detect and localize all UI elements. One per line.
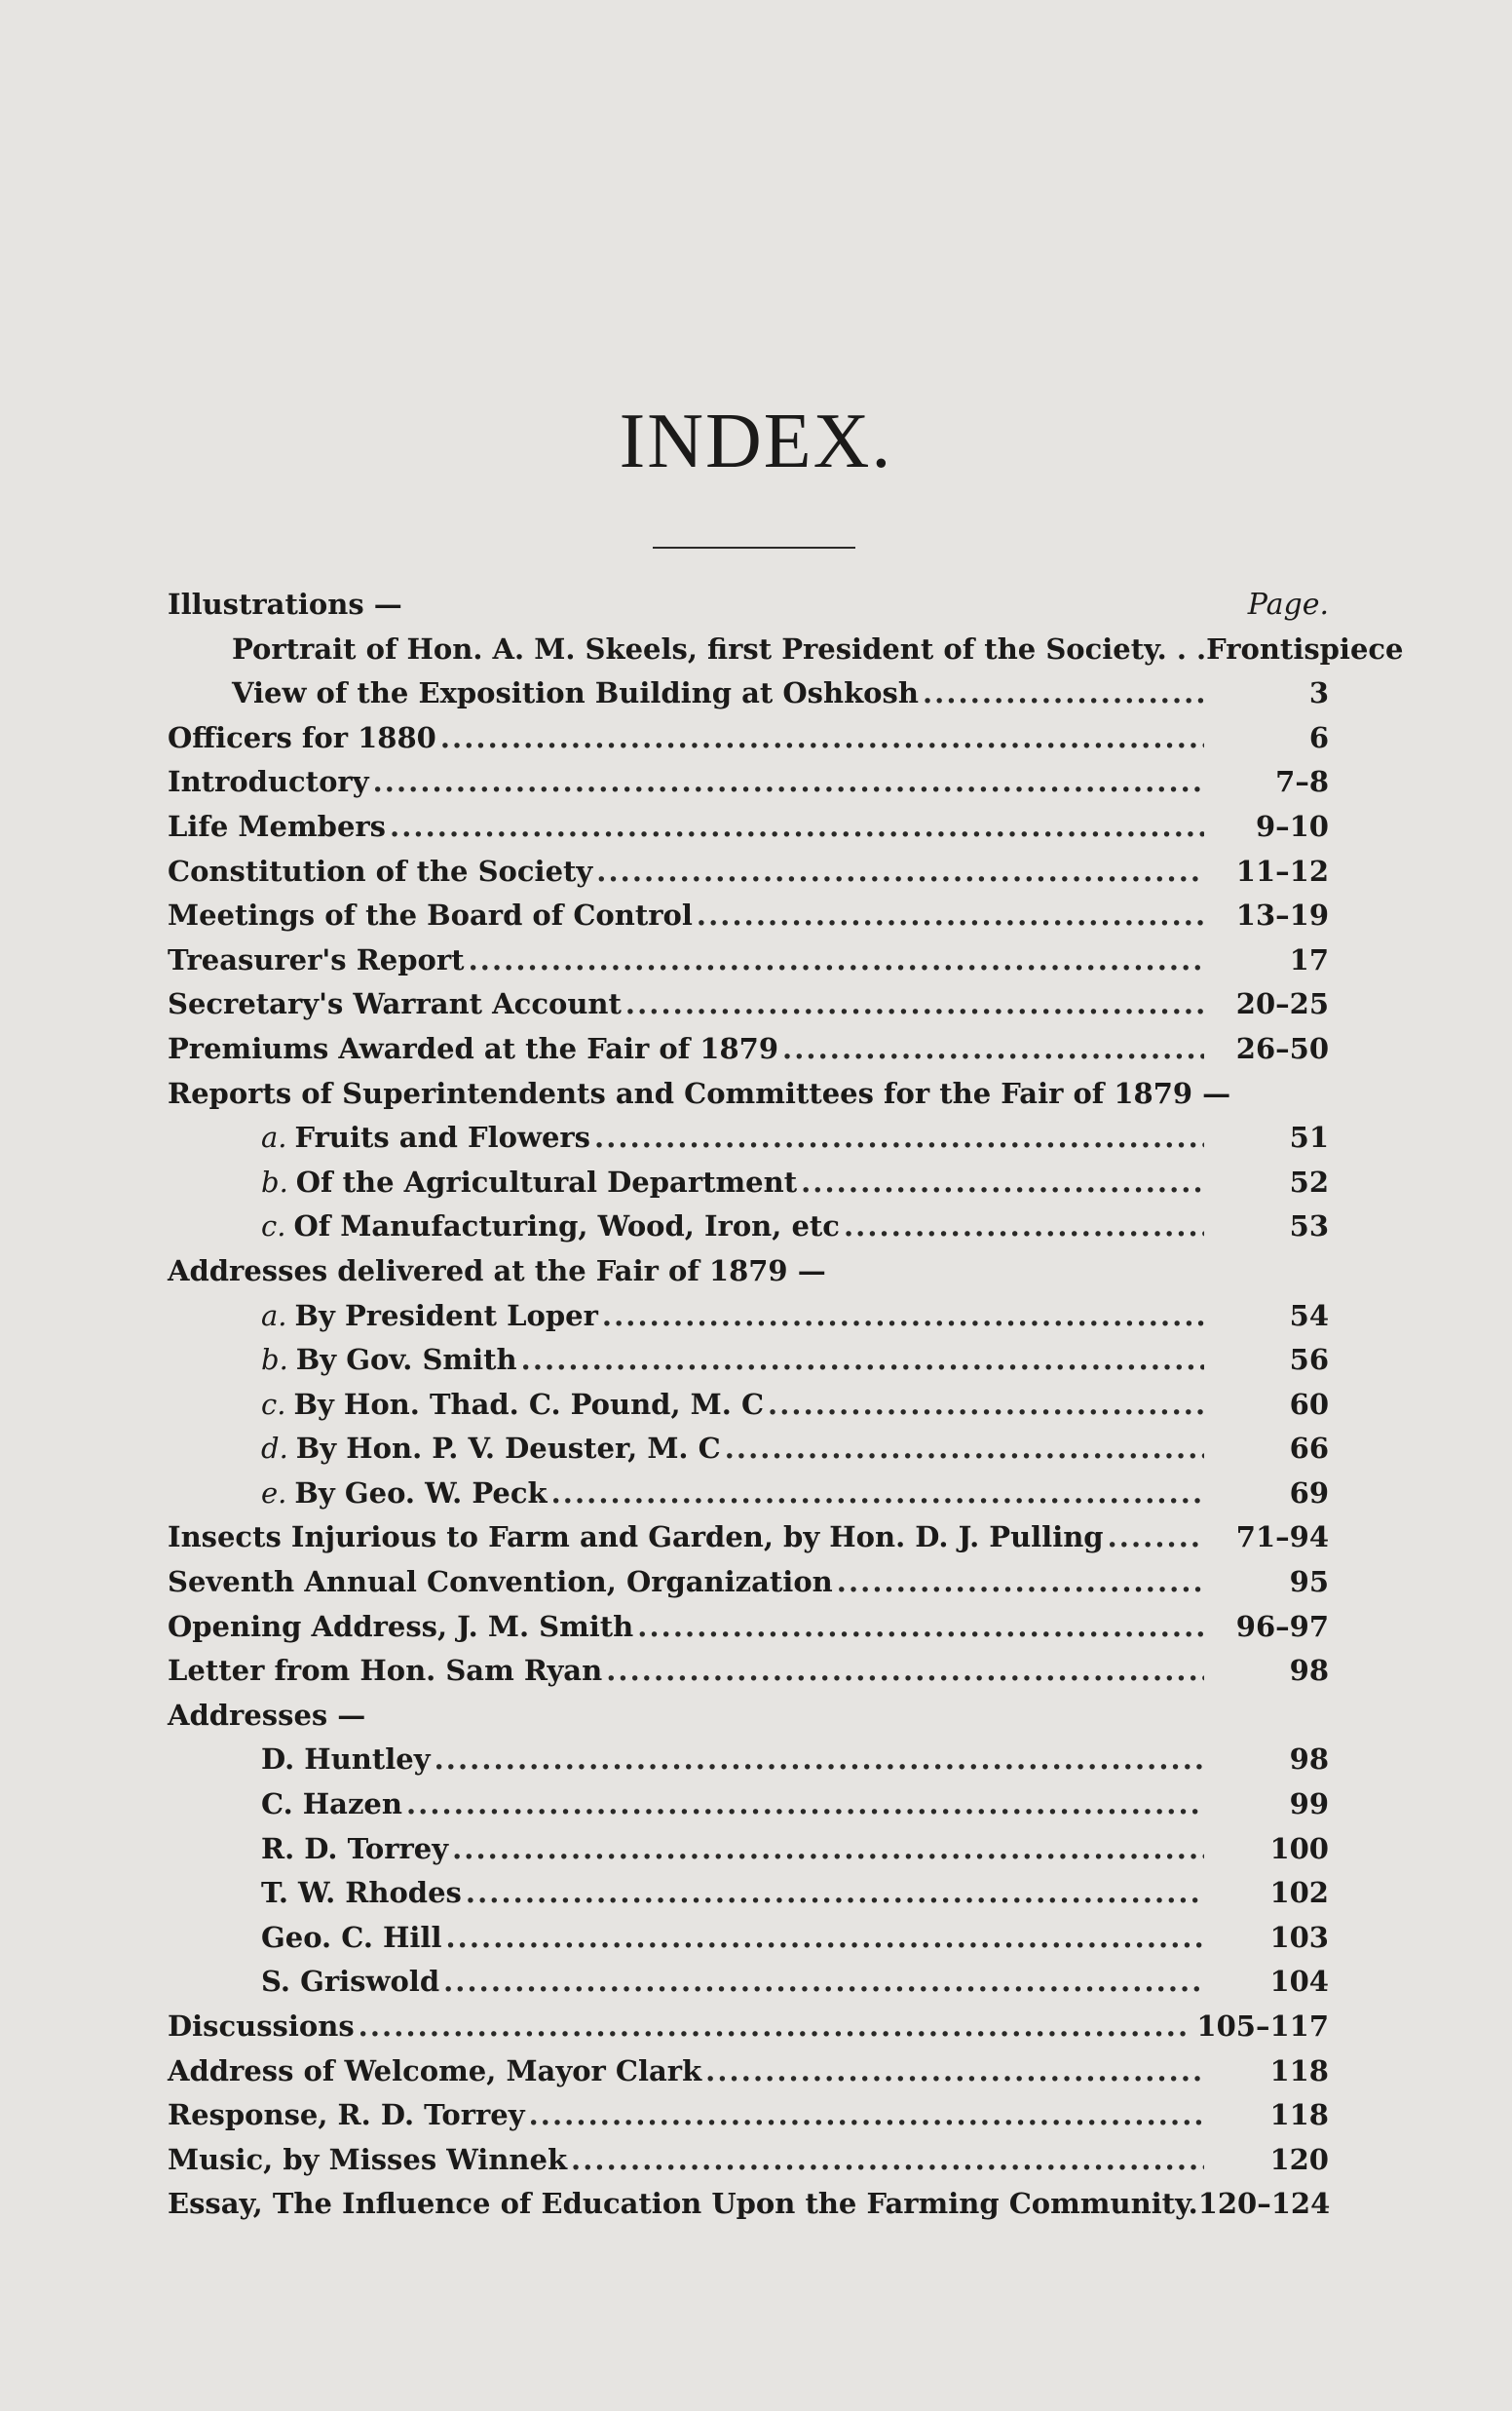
- dot-leader: [469, 943, 1204, 976]
- dot-leader: [1108, 1520, 1204, 1553]
- dot-leader: [596, 855, 1204, 888]
- dot-leader: [440, 721, 1204, 754]
- index-entry: [168, 943, 1329, 988]
- entry-label: [168, 1254, 826, 1287]
- index-entry: [168, 1209, 1329, 1254]
- index-entry: [168, 1654, 1329, 1699]
- entry-page-number: 3: [1308, 676, 1329, 710]
- dot-leader: [837, 1565, 1204, 1598]
- entry-label: [168, 2098, 525, 2131]
- entry-page-number: 96–97: [1235, 1609, 1329, 1643]
- entry-label: [261, 1432, 721, 1465]
- dot-leader: [725, 1432, 1204, 1465]
- index-entry: [168, 987, 1329, 1032]
- entry-page-number: 118: [1269, 2053, 1329, 2087]
- index-section-heading: [168, 1077, 1329, 1122]
- index-section-heading: [168, 1254, 1329, 1299]
- entry-text: Seventh Annual Convention, Organization: [168, 1565, 833, 1599]
- entry-label: [168, 2143, 567, 2176]
- entry-text: By Hon. Thad. C. Pound, M. C: [293, 1387, 765, 1421]
- dot-leader: [923, 676, 1204, 709]
- dot-leader: [452, 1832, 1204, 1865]
- entry-letter: a.: [261, 1121, 287, 1155]
- entry-page-number: 100: [1269, 1831, 1329, 1865]
- entry-text: Meetings of the Board of Control: [168, 899, 693, 933]
- index-entry: [168, 1432, 1329, 1476]
- entry-label: [168, 899, 693, 932]
- entry-letter: e.: [261, 1475, 287, 1510]
- entry-text: Premiums Awarded at the Fair of 1879: [168, 1031, 779, 1065]
- index-entry: [168, 1565, 1329, 1610]
- entry-text: Constitution of the Society: [168, 854, 593, 888]
- entry-page-number: 104: [1269, 1965, 1329, 1999]
- index-entry: [168, 1832, 1329, 1877]
- index-entry: [168, 1742, 1329, 1787]
- entry-text: R. D. Torrey: [261, 1831, 449, 1865]
- entry-label: [261, 1299, 598, 1332]
- entry-page-number: 95: [1289, 1565, 1329, 1599]
- entry-text: Introductory: [168, 765, 369, 799]
- entry-page-number: 71–94: [1235, 1520, 1329, 1554]
- entry-label: [168, 588, 402, 621]
- entry-page-number: 7–8: [1275, 765, 1329, 799]
- index-entry: [168, 1299, 1329, 1344]
- dot-leader: [445, 1921, 1204, 1954]
- dot-leader: [571, 2143, 1204, 2176]
- dot-leader: [844, 1209, 1204, 1243]
- entry-page-number: 98: [1289, 1654, 1329, 1688]
- index-entry: [168, 810, 1329, 855]
- entry-page-number: 54: [1289, 1298, 1329, 1332]
- index-entry: [168, 2098, 1329, 2143]
- index-entry: [168, 2143, 1329, 2188]
- entry-label: [261, 1832, 448, 1865]
- entry-text: By President Loper: [294, 1298, 598, 1332]
- entry-text: Address of Welcome, Mayor Clark: [168, 2053, 702, 2087]
- dot-leader: [406, 1787, 1204, 1820]
- entry-page-number: 9–10: [1255, 809, 1329, 843]
- entry-label: [261, 1921, 441, 1954]
- index-entry: [168, 899, 1329, 943]
- index-entry: [168, 1876, 1329, 1921]
- dot-leader: [443, 1965, 1204, 1998]
- entry-text: S. Griswold: [261, 1965, 440, 1999]
- dot-leader: [768, 1388, 1204, 1421]
- entry-label: [261, 1876, 462, 1909]
- entry-letter: c.: [261, 1209, 286, 1244]
- dot-leader: [602, 1299, 1204, 1332]
- entry-label: [168, 2187, 1198, 2220]
- entry-label: [168, 1032, 778, 1065]
- entry-label: [261, 1476, 548, 1510]
- entry-page-number: 20–25: [1235, 987, 1329, 1021]
- entry-text: Life Members: [168, 809, 386, 843]
- entry-text: By Gov. Smith: [295, 1343, 517, 1377]
- index-entry: [168, 2187, 1329, 2232]
- entry-label: [168, 1699, 365, 1732]
- dot-leader: [466, 1876, 1204, 1909]
- entry-label: [168, 721, 436, 754]
- entry-label: [168, 855, 592, 888]
- dot-leader: [801, 1166, 1204, 1199]
- entry-text: Geo. C. Hill: [261, 1920, 442, 1954]
- index-section-heading: [168, 588, 1329, 632]
- dot-leader: [705, 2054, 1204, 2087]
- index-entry: [168, 1166, 1329, 1210]
- dot-leader: [551, 1476, 1204, 1510]
- index-entry: [168, 1921, 1329, 1966]
- entry-page-number: 53: [1289, 1209, 1329, 1244]
- index-section-heading: [168, 1699, 1329, 1743]
- entry-text: Addresses —: [168, 1698, 366, 1732]
- entry-text: Essay, The Influence of Education Upon the Farming Community.: [168, 2187, 1198, 2221]
- index-entry: [168, 1476, 1329, 1521]
- entry-letter: b.: [261, 1165, 288, 1199]
- entry-label: [168, 1654, 602, 1687]
- entry-text: T. W. Rhodes: [261, 1876, 462, 1910]
- entry-label: [168, 987, 622, 1020]
- entry-page-number: 103: [1269, 1920, 1329, 1954]
- title-divider: [653, 547, 855, 549]
- entry-letter: a.: [261, 1298, 287, 1332]
- entry-label: [261, 1121, 590, 1154]
- entry-label: [261, 1209, 840, 1243]
- entry-text: Reports of Superintendents and Committees for the Fair of 1879 —: [168, 1076, 1231, 1110]
- entry-page-number: 120: [1269, 2142, 1329, 2176]
- entry-text: D. Huntley: [261, 1742, 431, 1777]
- entry-label: [168, 1610, 633, 1643]
- entry-text: Secretary's Warrant Account: [168, 987, 622, 1021]
- entry-page-number: 17: [1289, 942, 1329, 976]
- entry-page-number: 99: [1289, 1787, 1329, 1821]
- entry-label: [168, 1565, 833, 1598]
- entry-page-number: 26–50: [1235, 1031, 1329, 1065]
- entry-label: [168, 2054, 701, 2087]
- dot-leader: [529, 2098, 1204, 2131]
- dot-leader: [521, 1343, 1204, 1376]
- entry-text: Response, R. D. Torrey: [168, 2098, 525, 2132]
- entry-page-number: 102: [1269, 1876, 1329, 1910]
- entry-label: [232, 676, 919, 709]
- entry-label: [168, 943, 465, 976]
- entry-page-number: 105–117: [1196, 2009, 1329, 2043]
- dot-leader: [625, 987, 1204, 1020]
- index-entry: [168, 1787, 1329, 1832]
- index-entry: [168, 1121, 1329, 1166]
- entry-text: By Geo. W. Peck: [294, 1475, 548, 1510]
- page-title: INDEX.: [619, 399, 893, 484]
- entry-label: [261, 1343, 517, 1376]
- index-entry: [168, 1965, 1329, 2009]
- entry-text: Of Manufacturing, Wood, Iron, etc: [293, 1209, 840, 1244]
- index-list: [168, 588, 1404, 2232]
- entry-label: [261, 1742, 431, 1776]
- dot-leader: [373, 765, 1204, 798]
- entry-page-number: 13–19: [1235, 899, 1329, 933]
- entry-text: Letter from Hon. Sam Ryan: [168, 1654, 603, 1688]
- index-entry: [168, 1343, 1329, 1388]
- entry-text: Treasurer's Report: [168, 942, 465, 976]
- entry-page-number: 69: [1289, 1475, 1329, 1510]
- index-entry: [168, 855, 1329, 899]
- entry-text: By Hon. P. V. Deuster, M. C: [295, 1432, 721, 1466]
- entry-text: Addresses delivered at the Fair of 1879 —: [168, 1253, 826, 1287]
- entry-label: [168, 2009, 355, 2043]
- entry-label: [168, 1077, 1230, 1110]
- entry-text: Music, by Misses Winnek: [168, 2142, 568, 2176]
- entry-text: Officers for 1880: [168, 720, 436, 754]
- index-entry: [168, 1520, 1329, 1565]
- entry-page-number: 11–12: [1235, 854, 1329, 888]
- index-entry: [168, 1610, 1329, 1655]
- entry-page-number: 66: [1289, 1432, 1329, 1466]
- entry-page-number: 51: [1289, 1121, 1329, 1155]
- entry-text: View of the Exposition Building at Oshkosh: [232, 676, 919, 710]
- entry-letter: c.: [261, 1387, 286, 1421]
- index-entry: [168, 1032, 1329, 1077]
- entry-text: Illustrations —: [168, 588, 402, 621]
- dot-leader: [594, 1121, 1204, 1154]
- dot-leader: [359, 2009, 1190, 2043]
- entry-label: [261, 1965, 439, 1998]
- entry-label: [168, 1520, 1104, 1553]
- entry-text: Fruits and Flowers: [294, 1121, 591, 1155]
- entry-text: Opening Address, J. M. Smith: [168, 1609, 634, 1643]
- index-entry: [168, 676, 1329, 721]
- entry-label: [261, 1166, 797, 1199]
- entry-label: [168, 810, 386, 843]
- entry-text: Of the Agricultural Department: [295, 1165, 798, 1199]
- page-column-label: Page.: [1247, 588, 1329, 622]
- dot-leader: [390, 810, 1204, 843]
- entry-letter: b.: [261, 1343, 288, 1377]
- dot-leader: [782, 1032, 1204, 1065]
- entry-label: [232, 632, 1404, 666]
- entry-label: [168, 765, 369, 798]
- dot-leader: [637, 1610, 1204, 1643]
- index-entry: [168, 721, 1329, 766]
- entry-page-number: 56: [1289, 1343, 1329, 1377]
- entry-text: Portrait of Hon. A. M. Skeels, first President of the Society. . .Frontispiece: [232, 631, 1404, 666]
- entry-label: [261, 1388, 764, 1421]
- index-entry: [168, 631, 1404, 677]
- index-entry: [168, 2054, 1329, 2099]
- dot-leader: [435, 1742, 1204, 1776]
- entry-text: C. Hazen: [261, 1787, 402, 1821]
- index-entry: [168, 1388, 1329, 1433]
- entry-page-number: 98: [1289, 1742, 1329, 1777]
- entry-label: [261, 1787, 402, 1820]
- entry-page-number: 6: [1308, 720, 1329, 754]
- entry-page-number: 52: [1289, 1165, 1329, 1199]
- entry-text: Insects Injurious to Farm and Garden, by Hon. D. J. Pulling: [168, 1520, 1104, 1554]
- index-entry: [168, 2009, 1329, 2054]
- entry-letter: d.: [261, 1432, 288, 1466]
- dot-leader: [697, 899, 1204, 932]
- dot-leader: [606, 1654, 1204, 1687]
- entry-page-number: 120–124: [1197, 2187, 1331, 2221]
- entry-text: Discussions: [168, 2009, 355, 2043]
- entry-page-number: 60: [1289, 1387, 1329, 1421]
- index-entry: [168, 765, 1329, 810]
- entry-page-number: 118: [1269, 2098, 1329, 2132]
